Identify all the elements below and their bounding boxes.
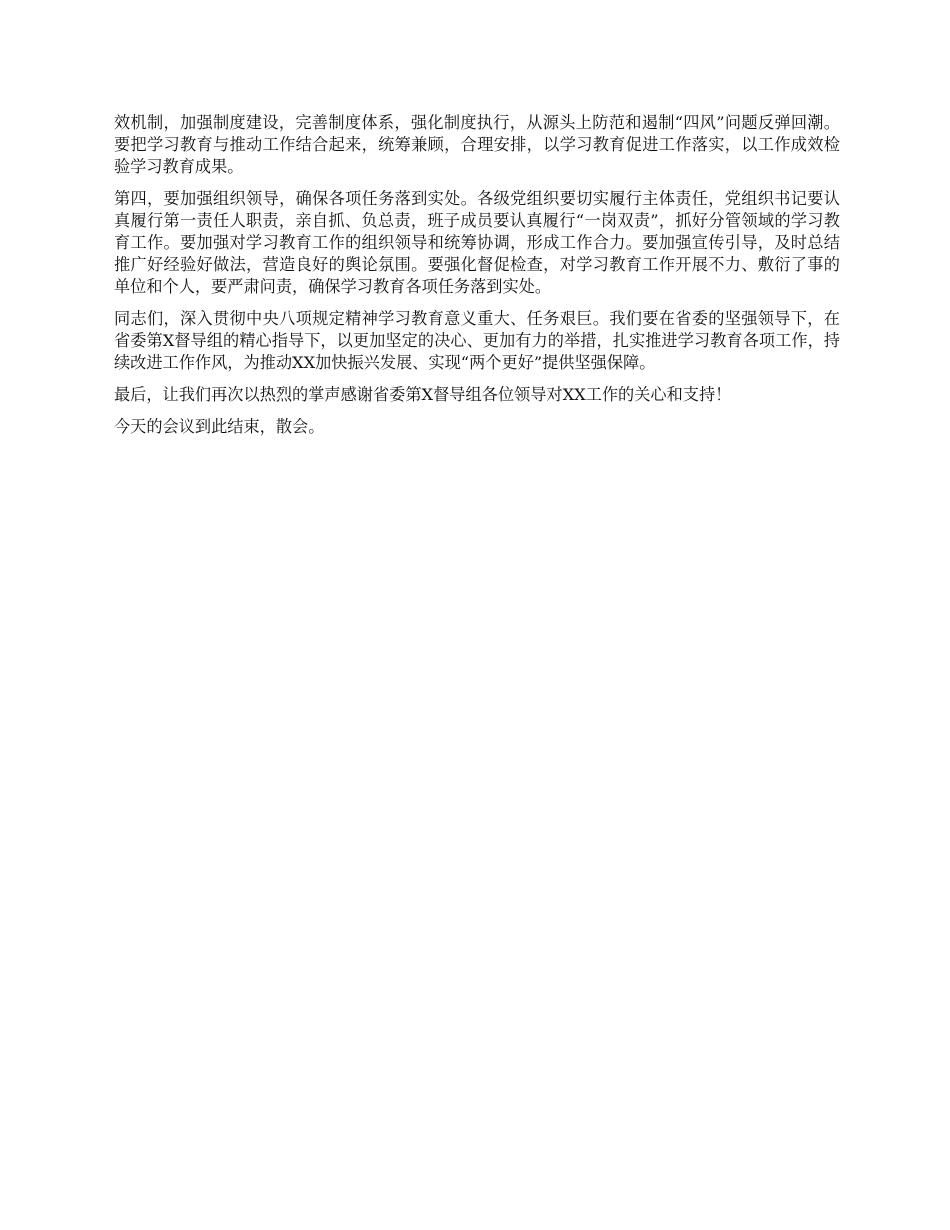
paragraph-thanks: 最后，让我们再次以热烈的掌声感谢省委第X督导组各位领导对XX工作的关心和支持！ xyxy=(114,385,732,404)
paragraph-comrades-call: 同志们，深入贯彻中央八项规定精神学习教育意义重大、任务艰巨。我们要在省委的坚强领导下，在省委第X督导组的精心指导下，以更加坚定的决心、更加有力的举措，扎实推进学习教育各项工作，持续改进工作作风，为推动XX加快振兴发展、实现“两个更好”提供坚强保障。 xyxy=(114,309,840,372)
paragraph-closing: 今天的会议到此结束，散会。 xyxy=(114,417,325,436)
paragraph-system-building: 效机制，加强制度建设，完善制度体系，强化制度执行，从源头上防范和遏制“四风”问题反弹回潮。要把学习教育与推动工作结合起来，统筹兼顾，合理安排，以学习教育促进工作落实，以工作成效检验学习教育成果。 xyxy=(114,113,840,176)
paragraph-organization-leadership: 第四，要加强组织领导，确保各项任务落到实处。各级党组织要切实履行主体责任，党组织书记要认真履行第一责任人职责，亲自抓、负总责，班子成员要认真履行“一岗双责”，抓好分管领域的学习教育工作。要加强对学习教育工作的组织领导和统筹协调，形成工作合力。要加强宣传引导，及时总结推广好经验好做法，营造良好的舆论氛围。要强化督促检查，对学习教育工作开展不力、敷衍了事的单位和个人，要严肃问责，确保学习教育各项任务落到实处。 xyxy=(114,189,840,296)
document-page xyxy=(114,112,840,448)
